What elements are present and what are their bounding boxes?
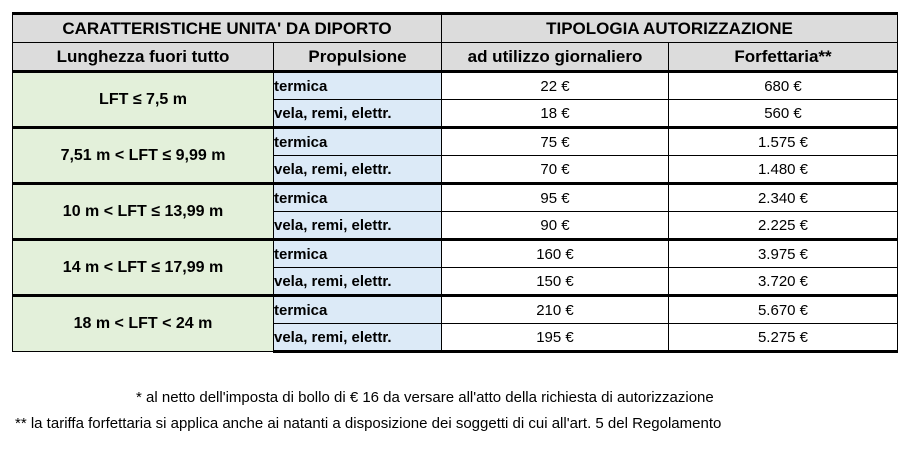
header-length: Lunghezza fuori tutto xyxy=(13,43,274,72)
daily-price-cell: 195 € xyxy=(442,324,669,352)
flat-price-cell: 3.720 € xyxy=(669,268,898,296)
propulsion-cell: vela, remi, elettr. xyxy=(274,324,442,352)
table-row xyxy=(13,296,898,324)
daily-price-cell: 160 € xyxy=(442,240,669,268)
propulsion-cell: vela, remi, elettr. xyxy=(274,100,442,128)
length-cell: 7,51 m < LFT ≤ 9,99 m xyxy=(13,128,274,184)
propulsion-cell: vela, remi, elettr. xyxy=(274,268,442,296)
header-flat: Forfettaria** xyxy=(669,43,898,72)
propulsion-cell: termica xyxy=(274,296,442,324)
table-row xyxy=(13,72,898,100)
table-row xyxy=(13,128,898,156)
daily-price-cell: 22 € xyxy=(442,72,669,100)
daily-price-cell: 75 € xyxy=(442,128,669,156)
flat-price-cell: 5.670 € xyxy=(669,296,898,324)
daily-price-cell: 95 € xyxy=(442,184,669,212)
header-row-groups xyxy=(13,14,898,43)
propulsion-cell: termica xyxy=(274,240,442,268)
header-propulsion: Propulsione xyxy=(274,43,442,72)
header-group-authorization: TIPOLOGIA AUTORIZZAZIONE xyxy=(442,14,898,43)
daily-price-cell: 210 € xyxy=(442,296,669,324)
length-cell: 14 m < LFT ≤ 17,99 m xyxy=(13,240,274,296)
propulsion-cell: vela, remi, elettr. xyxy=(274,156,442,184)
header-daily: ad utilizzo giornaliero xyxy=(442,43,669,72)
table-row xyxy=(13,240,898,268)
propulsion-cell: termica xyxy=(274,72,442,100)
daily-price-cell: 90 € xyxy=(442,212,669,240)
flat-price-cell: 3.975 € xyxy=(669,240,898,268)
flat-price-cell: 5.275 € xyxy=(669,324,898,352)
tariff-table xyxy=(12,12,898,353)
daily-price-cell: 70 € xyxy=(442,156,669,184)
table-row xyxy=(13,184,898,212)
daily-price-cell: 150 € xyxy=(442,268,669,296)
propulsion-cell: vela, remi, elettr. xyxy=(274,212,442,240)
flat-price-cell: 1.480 € xyxy=(669,156,898,184)
daily-price-cell: 18 € xyxy=(442,100,669,128)
propulsion-cell: termica xyxy=(274,184,442,212)
flat-price-cell: 680 € xyxy=(669,72,898,100)
length-cell: 18 m < LFT < 24 m xyxy=(13,296,274,352)
flat-price-cell: 2.225 € xyxy=(669,212,898,240)
length-cell: 10 m < LFT ≤ 13,99 m xyxy=(13,184,274,240)
header-row-columns xyxy=(13,43,898,72)
flat-price-cell: 1.575 € xyxy=(669,128,898,156)
footnote-flat-rate: ** la tariffa forfettaria si applica anche ai natanti a disposizione dei soggetti di cui all'art. 5 del Regolamento xyxy=(15,415,722,432)
length-cell: LFT ≤ 7,5 m xyxy=(13,72,274,128)
footnote-stamp-duty: * al netto dell'imposta di bollo di € 16 da versare all'atto della richiesta di autorizzazione xyxy=(136,389,714,406)
flat-price-cell: 560 € xyxy=(669,100,898,128)
flat-price-cell: 2.340 € xyxy=(669,184,898,212)
header-group-characteristics: CARATTERISTICHE UNITA' DA DIPORTO xyxy=(13,14,442,43)
propulsion-cell: termica xyxy=(274,128,442,156)
